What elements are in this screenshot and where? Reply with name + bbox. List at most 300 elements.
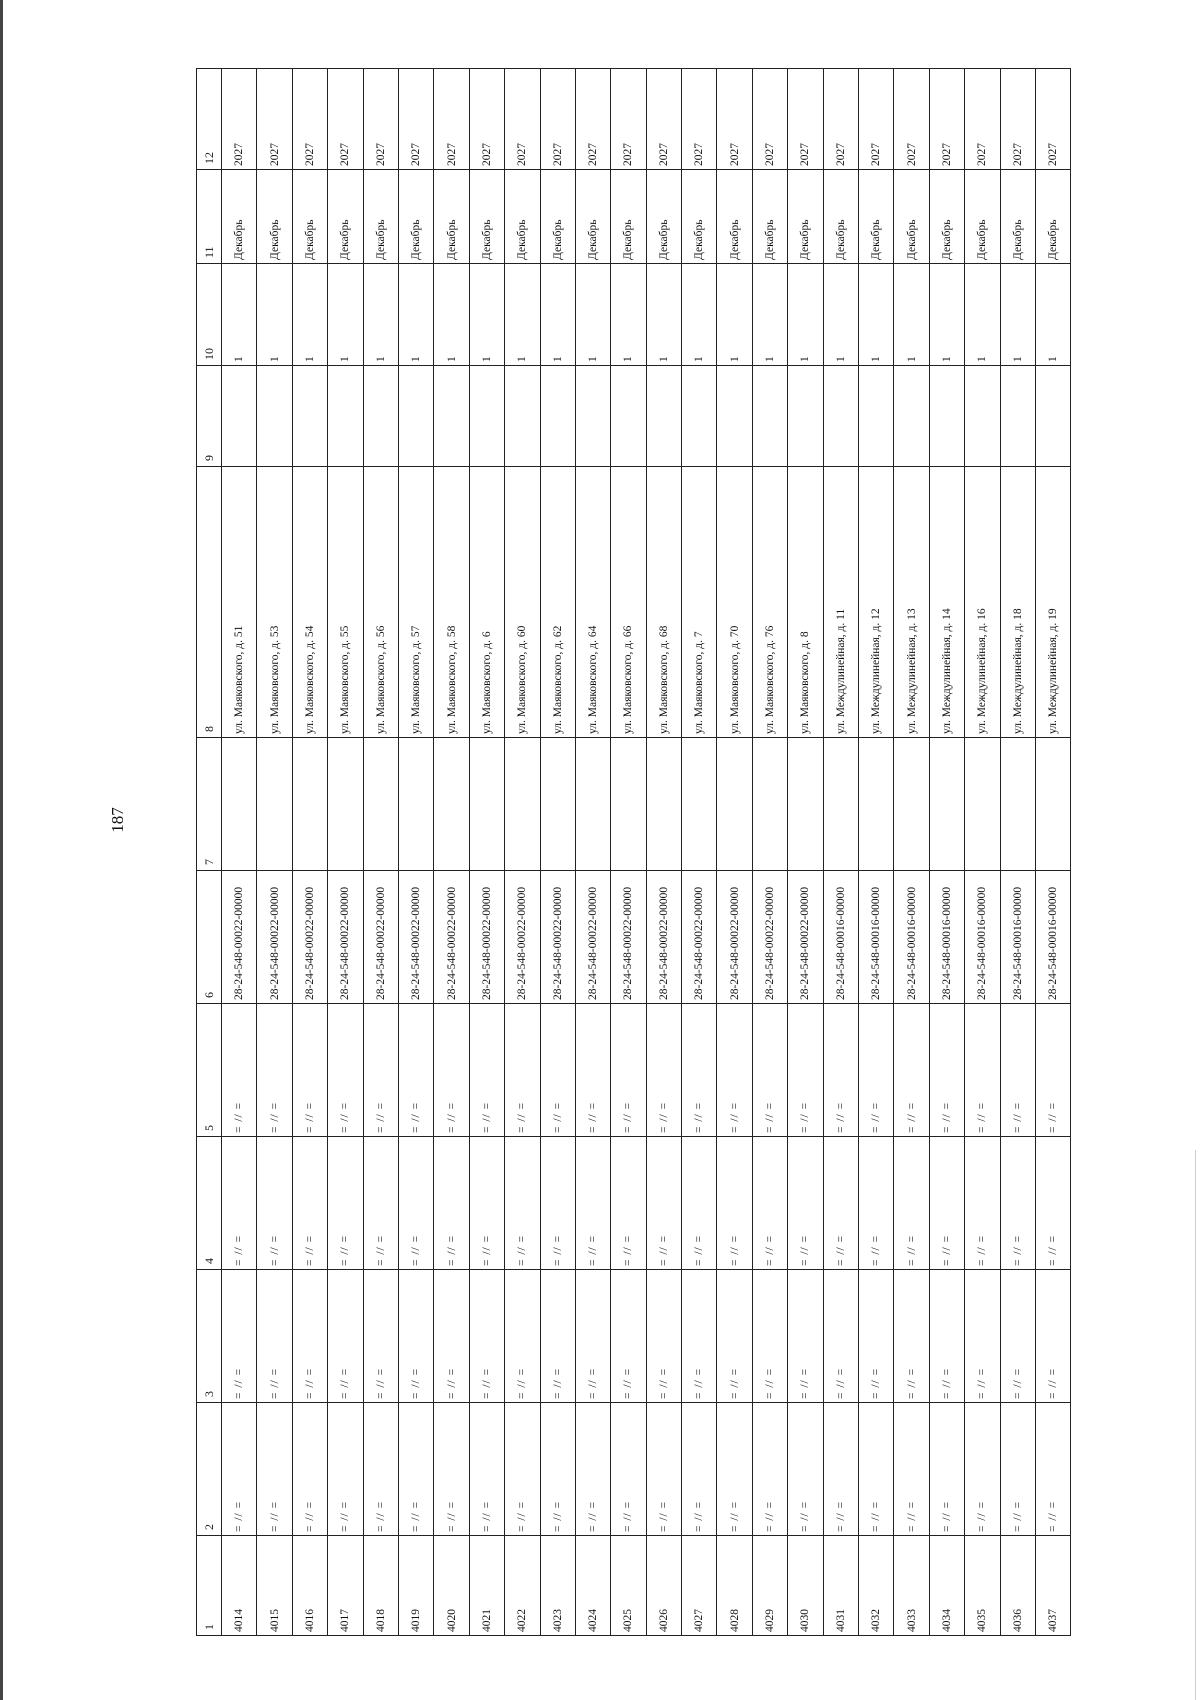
count-cell: 1 — [257, 264, 292, 366]
ditto-cell: = // = — [859, 1137, 894, 1270]
ditto-cell: = // = — [505, 1403, 540, 1536]
ditto-cell: = // = — [540, 1403, 575, 1536]
ditto-cell: = // = — [859, 1403, 894, 1536]
empty-cell — [505, 738, 540, 871]
ditto-cell: = // = — [469, 1137, 504, 1270]
count-cell: 1 — [894, 264, 929, 366]
cadastral-code-cell: 28-24-548-00022-00000 — [788, 871, 823, 1004]
cadastral-code-cell: 28-24-548-00022-00000 — [540, 871, 575, 1004]
count-cell: 1 — [717, 264, 752, 366]
table-row — [611, 69, 646, 1636]
row-number: 4022 — [505, 1536, 540, 1636]
address-cell: ул. Маяковского, д. 60 — [505, 467, 540, 738]
ditto-cell: = // = — [611, 1403, 646, 1536]
table-row — [717, 69, 752, 1636]
count-cell: 1 — [929, 264, 964, 366]
empty-cell — [823, 738, 858, 871]
ditto-cell: = // = — [894, 1270, 929, 1403]
count-cell: 1 — [1035, 264, 1070, 366]
address-cell: ул. Междулинейная, д. 18 — [1000, 467, 1035, 738]
empty-cell — [575, 366, 610, 467]
cadastral-code-cell: 28-24-548-00022-00000 — [222, 871, 257, 1004]
empty-cell — [929, 738, 964, 871]
ditto-cell: = // = — [611, 1137, 646, 1270]
address-cell: ул. Маяковского, д. 57 — [398, 467, 433, 738]
address-cell: ул. Междулинейная, д. 11 — [823, 467, 858, 738]
cadastral-code-cell: 28-24-548-00016-00000 — [1035, 871, 1070, 1004]
row-number: 4020 — [434, 1536, 469, 1636]
ditto-cell: = // = — [292, 1270, 327, 1403]
table-body — [222, 69, 1071, 1636]
month-cell: Декабрь — [575, 170, 610, 264]
ditto-cell: = // = — [363, 1137, 398, 1270]
empty-cell — [363, 738, 398, 871]
year-cell: 2027 — [717, 69, 752, 170]
column-header-6: 6 — [197, 871, 222, 1004]
ditto-cell: = // = — [540, 1270, 575, 1403]
address-cell: ул. Маяковского, д. 51 — [222, 467, 257, 738]
row-number: 4035 — [965, 1536, 1000, 1636]
table-row — [682, 69, 717, 1636]
year-cell: 2027 — [257, 69, 292, 170]
ditto-cell: = // = — [540, 1137, 575, 1270]
empty-cell — [965, 366, 1000, 467]
row-number: 4026 — [646, 1536, 681, 1636]
count-cell: 1 — [363, 264, 398, 366]
month-cell: Декабрь — [788, 170, 823, 264]
address-cell: ул. Междулинейная, д. 14 — [929, 467, 964, 738]
ditto-cell: = // = — [611, 1270, 646, 1403]
year-cell: 2027 — [434, 69, 469, 170]
empty-cell — [965, 738, 1000, 871]
month-cell: Декабрь — [682, 170, 717, 264]
ditto-cell: = // = — [752, 1137, 787, 1270]
table-row — [859, 69, 894, 1636]
ditto-cell: = // = — [469, 1270, 504, 1403]
year-cell: 2027 — [398, 69, 433, 170]
ditto-cell: = // = — [328, 1137, 363, 1270]
empty-cell — [929, 366, 964, 467]
ditto-cell: = // = — [434, 1403, 469, 1536]
ditto-cell: = // = — [752, 1270, 787, 1403]
cadastral-code-cell: 28-24-548-00022-00000 — [646, 871, 681, 1004]
month-cell: Декабрь — [328, 170, 363, 264]
table-row — [398, 69, 433, 1636]
count-cell: 1 — [575, 264, 610, 366]
cadastral-code-cell: 28-24-548-00022-00000 — [575, 871, 610, 1004]
ditto-cell: = // = — [965, 1403, 1000, 1536]
year-cell: 2027 — [646, 69, 681, 170]
empty-cell — [434, 738, 469, 871]
empty-cell — [257, 366, 292, 467]
ditto-cell: = // = — [1000, 1270, 1035, 1403]
table-row — [222, 69, 257, 1636]
cadastral-code-cell: 28-24-548-00016-00000 — [823, 871, 858, 1004]
table-row — [788, 69, 823, 1636]
row-number: 4036 — [1000, 1536, 1035, 1636]
ditto-cell: = // = — [788, 1403, 823, 1536]
ditto-cell: = // = — [505, 1270, 540, 1403]
empty-cell — [257, 738, 292, 871]
row-number: 4023 — [540, 1536, 575, 1636]
ditto-cell: = // = — [717, 1403, 752, 1536]
ditto-cell: = // = — [646, 1270, 681, 1403]
ditto-cell: = // = — [540, 1004, 575, 1137]
ditto-cell: = // = — [646, 1137, 681, 1270]
cadastral-code-cell: 28-24-548-00022-00000 — [505, 871, 540, 1004]
empty-cell — [398, 366, 433, 467]
row-number: 4033 — [894, 1536, 929, 1636]
address-cell: ул. Маяковского, д. 53 — [257, 467, 292, 738]
ditto-cell: = // = — [398, 1270, 433, 1403]
empty-cell — [363, 366, 398, 467]
cadastral-code-cell: 28-24-548-00022-00000 — [434, 871, 469, 1004]
month-cell: Декабрь — [1035, 170, 1070, 264]
cadastral-code-cell: 28-24-548-00016-00000 — [1000, 871, 1035, 1004]
row-number: 4034 — [929, 1536, 964, 1636]
address-cell: ул. Маяковского, д. 7 — [682, 467, 717, 738]
month-cell: Декабрь — [292, 170, 327, 264]
ditto-cell: = // = — [328, 1004, 363, 1137]
ditto-cell: = // = — [717, 1137, 752, 1270]
count-cell: 1 — [328, 264, 363, 366]
cadastral-code-cell: 28-24-548-00016-00000 — [894, 871, 929, 1004]
row-number: 4017 — [328, 1536, 363, 1636]
address-cell: ул. Маяковского, д. 56 — [363, 467, 398, 738]
address-cell: ул. Маяковского, д. 76 — [752, 467, 787, 738]
ditto-cell: = // = — [682, 1004, 717, 1137]
ditto-cell: = // = — [575, 1270, 610, 1403]
empty-cell — [469, 738, 504, 871]
year-cell: 2027 — [292, 69, 327, 170]
count-cell: 1 — [682, 264, 717, 366]
month-cell: Декабрь — [363, 170, 398, 264]
empty-cell — [292, 366, 327, 467]
column-header-4: 4 — [197, 1137, 222, 1270]
ditto-cell: = // = — [505, 1004, 540, 1137]
year-cell: 2027 — [575, 69, 610, 170]
ditto-cell: = // = — [823, 1004, 858, 1137]
row-number: 4015 — [257, 1536, 292, 1636]
ditto-cell: = // = — [646, 1004, 681, 1137]
month-cell: Декабрь — [434, 170, 469, 264]
page-number: 187 — [108, 807, 127, 833]
ditto-cell: = // = — [398, 1004, 433, 1137]
empty-cell — [682, 738, 717, 871]
table-row — [328, 69, 363, 1636]
ditto-cell: = // = — [434, 1004, 469, 1137]
cadastral-code-cell: 28-24-548-00022-00000 — [611, 871, 646, 1004]
year-cell: 2027 — [1000, 69, 1035, 170]
address-cell: ул. Маяковского, д. 70 — [717, 467, 752, 738]
year-cell: 2027 — [929, 69, 964, 170]
year-cell: 2027 — [505, 69, 540, 170]
month-cell: Декабрь — [717, 170, 752, 264]
year-cell: 2027 — [328, 69, 363, 170]
table-row — [646, 69, 681, 1636]
ditto-cell: = // = — [965, 1137, 1000, 1270]
empty-cell — [1000, 366, 1035, 467]
month-cell: Декабрь — [929, 170, 964, 264]
cadastral-code-cell: 28-24-548-00022-00000 — [328, 871, 363, 1004]
ditto-cell: = // = — [752, 1004, 787, 1137]
column-header-1: 1 — [197, 1536, 222, 1636]
row-number: 4037 — [1035, 1536, 1070, 1636]
row-number: 4024 — [575, 1536, 610, 1636]
ditto-cell: = // = — [929, 1137, 964, 1270]
month-cell: Декабрь — [859, 170, 894, 264]
row-number: 4028 — [717, 1536, 752, 1636]
ditto-cell: = // = — [363, 1403, 398, 1536]
ditto-cell: = // = — [717, 1004, 752, 1137]
cadastral-code-cell: 28-24-548-00016-00000 — [965, 871, 1000, 1004]
month-cell: Декабрь — [752, 170, 787, 264]
address-cell: ул. Междулинейная, д. 13 — [894, 467, 929, 738]
column-header-5: 5 — [197, 1004, 222, 1137]
year-cell: 2027 — [540, 69, 575, 170]
ditto-cell: = // = — [363, 1004, 398, 1137]
month-cell: Декабрь — [1000, 170, 1035, 264]
column-header-2: 2 — [197, 1403, 222, 1536]
table-row — [469, 69, 504, 1636]
column-header-8: 8 — [197, 467, 222, 738]
empty-cell — [611, 738, 646, 871]
ditto-cell: = // = — [469, 1403, 504, 1536]
empty-cell — [717, 366, 752, 467]
ditto-cell: = // = — [222, 1270, 257, 1403]
empty-cell — [1035, 366, 1070, 467]
ditto-cell: = // = — [575, 1137, 610, 1270]
empty-cell — [575, 738, 610, 871]
ditto-cell: = // = — [682, 1137, 717, 1270]
count-cell: 1 — [222, 264, 257, 366]
ditto-cell: = // = — [292, 1004, 327, 1137]
empty-cell — [1000, 738, 1035, 871]
ditto-cell: = // = — [292, 1137, 327, 1270]
count-cell: 1 — [823, 264, 858, 366]
empty-cell — [752, 366, 787, 467]
empty-cell — [752, 738, 787, 871]
ditto-cell: = // = — [222, 1004, 257, 1137]
year-cell: 2027 — [823, 69, 858, 170]
ditto-cell: = // = — [505, 1137, 540, 1270]
count-cell: 1 — [292, 264, 327, 366]
ditto-cell: = // = — [257, 1403, 292, 1536]
scan-edge-left — [0, 0, 3, 1700]
month-cell: Декабрь — [611, 170, 646, 264]
empty-cell — [611, 366, 646, 467]
row-number: 4031 — [823, 1536, 858, 1636]
column-header-7: 7 — [197, 738, 222, 871]
empty-cell — [292, 738, 327, 871]
year-cell: 2027 — [222, 69, 257, 170]
ditto-cell: = // = — [717, 1270, 752, 1403]
table-row — [929, 69, 964, 1636]
ditto-cell: = // = — [398, 1403, 433, 1536]
cadastral-code-cell: 28-24-548-00022-00000 — [717, 871, 752, 1004]
empty-cell — [646, 738, 681, 871]
address-cell: ул. Маяковского, д. 6 — [469, 467, 504, 738]
ditto-cell: = // = — [929, 1004, 964, 1137]
empty-cell — [222, 366, 257, 467]
table-row — [1035, 69, 1070, 1636]
address-cell: ул. Маяковского, д. 54 — [292, 467, 327, 738]
ditto-cell: = // = — [894, 1004, 929, 1137]
count-cell: 1 — [540, 264, 575, 366]
ditto-cell: = // = — [859, 1004, 894, 1137]
address-cell: ул. Маяковского, д. 8 — [788, 467, 823, 738]
table-row — [575, 69, 610, 1636]
count-cell: 1 — [965, 264, 1000, 366]
empty-cell — [1035, 738, 1070, 871]
empty-cell — [859, 366, 894, 467]
ditto-cell: = // = — [434, 1270, 469, 1403]
ditto-cell: = // = — [1000, 1403, 1035, 1536]
address-cell: ул. Маяковского, д. 66 — [611, 467, 646, 738]
ditto-cell: = // = — [682, 1403, 717, 1536]
count-cell: 1 — [788, 264, 823, 366]
ditto-cell: = // = — [859, 1270, 894, 1403]
ditto-cell: = // = — [434, 1137, 469, 1270]
address-cell: ул. Маяковского, д. 55 — [328, 467, 363, 738]
table-row — [894, 69, 929, 1636]
ditto-cell: = // = — [1035, 1403, 1070, 1536]
cadastral-code-cell: 28-24-548-00022-00000 — [752, 871, 787, 1004]
table-row — [1000, 69, 1035, 1636]
ditto-cell: = // = — [823, 1403, 858, 1536]
month-cell: Декабрь — [398, 170, 433, 264]
empty-cell — [328, 738, 363, 871]
ditto-cell: = // = — [257, 1004, 292, 1137]
ditto-cell: = // = — [257, 1137, 292, 1270]
empty-cell — [222, 738, 257, 871]
count-cell: 1 — [505, 264, 540, 366]
ditto-cell: = // = — [328, 1270, 363, 1403]
month-cell: Декабрь — [257, 170, 292, 264]
empty-cell — [682, 366, 717, 467]
row-number: 4014 — [222, 1536, 257, 1636]
ditto-cell: = // = — [1000, 1004, 1035, 1137]
cadastral-code-cell: 28-24-548-00022-00000 — [363, 871, 398, 1004]
count-cell: 1 — [434, 264, 469, 366]
address-cell: ул. Маяковского, д. 64 — [575, 467, 610, 738]
count-cell: 1 — [1000, 264, 1035, 366]
count-cell: 1 — [859, 264, 894, 366]
row-number: 4018 — [363, 1536, 398, 1636]
ditto-cell: = // = — [363, 1270, 398, 1403]
ditto-cell: = // = — [965, 1270, 1000, 1403]
column-header-12: 12 — [197, 69, 222, 170]
month-cell: Декабрь — [505, 170, 540, 264]
cadastral-code-cell: 28-24-548-00022-00000 — [292, 871, 327, 1004]
count-cell: 1 — [646, 264, 681, 366]
ditto-cell: = // = — [328, 1403, 363, 1536]
ditto-cell: = // = — [646, 1403, 681, 1536]
header-row — [197, 69, 222, 1636]
empty-cell — [894, 738, 929, 871]
year-cell: 2027 — [469, 69, 504, 170]
empty-cell — [788, 366, 823, 467]
address-cell: ул. Междулинейная, д. 16 — [965, 467, 1000, 738]
register-table — [196, 68, 1071, 1636]
table-row — [257, 69, 292, 1636]
empty-cell — [823, 366, 858, 467]
empty-cell — [540, 366, 575, 467]
ditto-cell: = // = — [788, 1270, 823, 1403]
ditto-cell: = // = — [469, 1004, 504, 1137]
ditto-cell: = // = — [823, 1270, 858, 1403]
empty-cell — [717, 738, 752, 871]
ditto-cell: = // = — [894, 1137, 929, 1270]
month-cell: Декабрь — [646, 170, 681, 264]
ditto-cell: = // = — [965, 1004, 1000, 1137]
month-cell: Декабрь — [469, 170, 504, 264]
table-row — [292, 69, 327, 1636]
ditto-cell: = // = — [222, 1137, 257, 1270]
cadastral-code-cell: 28-24-548-00022-00000 — [682, 871, 717, 1004]
ditto-cell: = // = — [823, 1137, 858, 1270]
cadastral-code-cell: 28-24-548-00022-00000 — [257, 871, 292, 1004]
month-cell: Декабрь — [222, 170, 257, 264]
row-number: 4029 — [752, 1536, 787, 1636]
empty-cell — [505, 366, 540, 467]
ditto-cell: = // = — [1035, 1137, 1070, 1270]
count-cell: 1 — [611, 264, 646, 366]
column-header-3: 3 — [197, 1270, 222, 1403]
column-header-11: 11 — [197, 170, 222, 264]
count-cell: 1 — [398, 264, 433, 366]
table-row — [540, 69, 575, 1636]
ditto-cell: = // = — [682, 1270, 717, 1403]
cadastral-code-cell: 28-24-548-00022-00000 — [469, 871, 504, 1004]
year-cell: 2027 — [752, 69, 787, 170]
empty-cell — [328, 366, 363, 467]
row-number: 4025 — [611, 1536, 646, 1636]
row-number: 4027 — [682, 1536, 717, 1636]
count-cell: 1 — [752, 264, 787, 366]
empty-cell — [894, 366, 929, 467]
month-cell: Декабрь — [540, 170, 575, 264]
row-number: 4032 — [859, 1536, 894, 1636]
ditto-cell: = // = — [788, 1004, 823, 1137]
year-cell: 2027 — [788, 69, 823, 170]
cadastral-code-cell: 28-24-548-00016-00000 — [929, 871, 964, 1004]
year-cell: 2027 — [965, 69, 1000, 170]
year-cell: 2027 — [611, 69, 646, 170]
empty-cell — [788, 738, 823, 871]
count-cell: 1 — [469, 264, 504, 366]
ditto-cell: = // = — [257, 1270, 292, 1403]
address-cell: ул. Маяковского, д. 58 — [434, 467, 469, 738]
cadastral-code-cell: 28-24-548-00016-00000 — [859, 871, 894, 1004]
table-row — [965, 69, 1000, 1636]
register-table-wrapper — [196, 69, 1096, 1636]
table-row — [505, 69, 540, 1636]
year-cell: 2027 — [894, 69, 929, 170]
empty-cell — [469, 366, 504, 467]
scan-edge-right — [1195, 1150, 1196, 1700]
empty-cell — [646, 366, 681, 467]
empty-cell — [540, 738, 575, 871]
address-cell: ул. Маяковского, д. 62 — [540, 467, 575, 738]
ditto-cell: = // = — [575, 1004, 610, 1137]
address-cell: ул. Маяковского, д. 68 — [646, 467, 681, 738]
month-cell: Декабрь — [823, 170, 858, 264]
year-cell: 2027 — [1035, 69, 1070, 170]
month-cell: Декабрь — [894, 170, 929, 264]
ditto-cell: = // = — [222, 1403, 257, 1536]
ditto-cell: = // = — [1035, 1270, 1070, 1403]
